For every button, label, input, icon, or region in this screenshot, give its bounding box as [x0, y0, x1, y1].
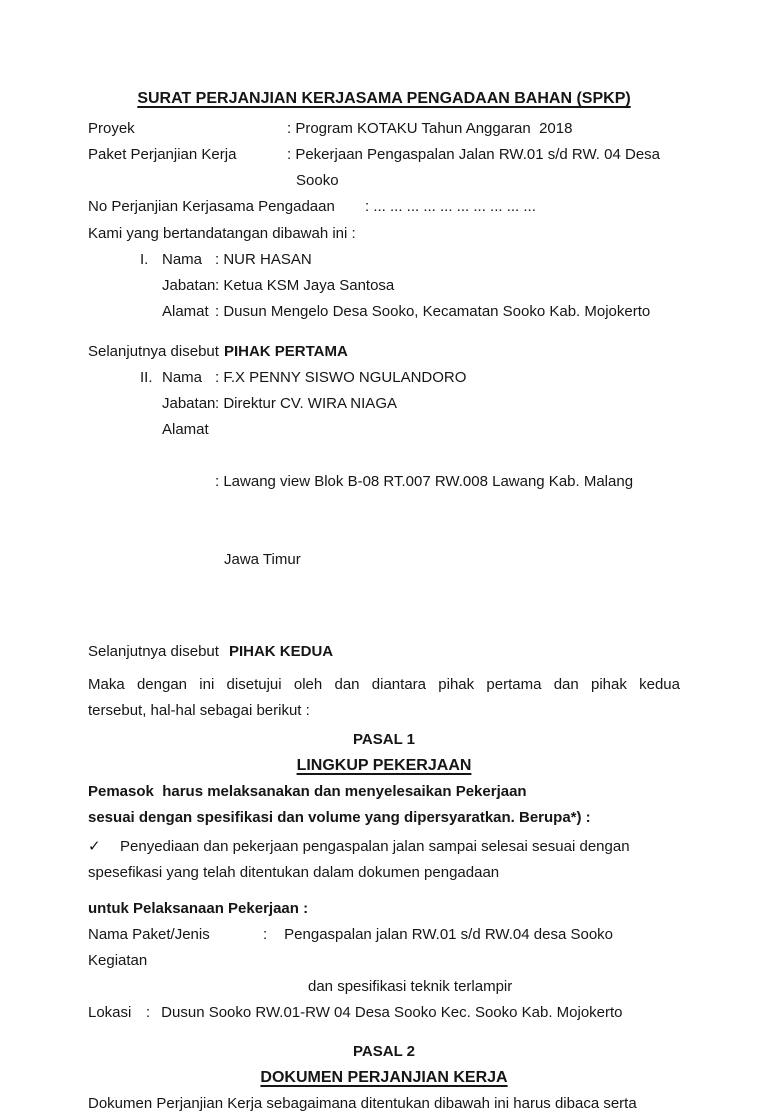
designation-second: [88, 639, 680, 665]
party-second-num-spacer: [140, 391, 162, 417]
paket-kegiatan-value-line1: Pengaspalan jalan RW.01 s/d RW.04 desa Sooko: [284, 926, 613, 943]
designation-first-name: PIHAK PERTAMA: [223, 343, 348, 360]
pasal2-subheading-text: DOKUMEN PERJANJIAN KERJA: [260, 1069, 508, 1086]
lokasi-row: [88, 1000, 680, 1026]
party-second-nama-row: [140, 365, 680, 391]
designation-first-prefix: Selanjutnya disebut: [88, 343, 219, 360]
meta-row-nomor: [88, 194, 680, 220]
designation-first: [88, 339, 680, 365]
party-second-num-spacer: [140, 417, 162, 625]
party-second-numeral: II.: [140, 369, 153, 386]
party-first-nama-row: [140, 247, 680, 273]
party-first-num-spacer: [140, 273, 162, 299]
lokasi-value: Dusun Sooko RW.01-RW 04 Desa Sooko Kec. Sooko Kab. Mojokerto: [161, 1004, 623, 1021]
pelaksanaan-heading: untuk Pelaksanaan Pekerjaan :: [88, 900, 309, 917]
proyek-label: Proyek: [88, 120, 135, 137]
agreement-intro: [88, 672, 680, 724]
document-title: [88, 86, 680, 112]
paket-value: [287, 142, 660, 194]
lokasi-label: Lokasi: [88, 1004, 132, 1021]
party-second-block: [88, 365, 680, 625]
pasal2-subheading: [88, 1065, 680, 1091]
party-second-alamat-line2: Jawa Timur: [224, 551, 301, 568]
nomor-value: : ... ... ... ... ... ... ... ... ... ...: [365, 198, 536, 215]
paket-kegiatan-row: [88, 922, 680, 974]
party-second-jabatan-row: [140, 391, 680, 417]
agreement-intro-line1: Maka dengan ini disetujui oleh dan diantara pihak pertama dan pihak kedua: [88, 676, 680, 693]
party-second-nama-value: : F.X PENNY SISWO NGULANDORO: [215, 369, 467, 386]
lokasi-colon: :: [146, 1004, 151, 1021]
party-first-nama-value: : NUR HASAN: [215, 251, 312, 268]
paket-kegiatan-label: Nama Paket/Jenis Kegiatan: [88, 926, 210, 969]
party-first-jabatan-label: Jabatan: [162, 277, 216, 294]
pasal1-subheading: [88, 753, 680, 779]
party-first-jabatan-value: : Ketua KSM Jaya Santosa: [215, 277, 395, 294]
party-second-alamat-line1: : Lawang view Blok B-08 RT.007 RW.008 Lawang Kab. Malang: [215, 473, 634, 490]
designation-second-name: PIHAK KEDUA: [228, 643, 334, 660]
party-first-jabatan-row: [140, 273, 680, 299]
party-second-alamat-value: [215, 417, 633, 625]
check-icon: ✓: [88, 838, 101, 855]
check-item: [88, 834, 680, 860]
paket-value-line1: : Pekerjaan Pengaspalan Jalan RW.01 s/d RW. 04 Desa: [287, 146, 661, 163]
party-first-alamat-row: [140, 299, 680, 325]
proyek-value: : Program KOTAKU Tahun Anggaran 2018: [287, 120, 573, 137]
party-first-block: [88, 247, 680, 325]
paket-kegiatan-value-line2: dan spesifikasi teknik terlampir: [308, 978, 513, 995]
party-first-num-spacer: [140, 299, 162, 325]
party-second-alamat-row: [140, 417, 680, 625]
party-second-alamat-label: Alamat: [162, 421, 209, 438]
party-first-alamat-value: : Dusun Mengelo Desa Sooko, Kecamatan Sooko Kab. Mojokerto: [215, 303, 651, 320]
opening-line: Kami yang bertandatangan dibawah ini :: [88, 225, 356, 242]
pasal1-bold-line2: sesuai dengan spesifikasi dan volume yang dipersyaratkan. Berupa*) :: [88, 809, 591, 826]
pasal2-body-line1: Dokumen Perjanjian Kerja sebagaimana ditentukan dibawah ini harus dibaca serta: [88, 1095, 637, 1112]
party-first-nama-label: Nama: [162, 251, 203, 268]
meta-row-proyek: [88, 116, 680, 142]
agreement-intro-line2: tersebut, hal-hal sebagai berikut :: [88, 702, 310, 719]
party-first-alamat-label: Alamat: [162, 303, 209, 320]
party-second-jabatan-value: : Direktur CV. WIRA NIAGA: [215, 395, 397, 412]
document-title-text: SURAT PERJANJIAN KERJASAMA PENGADAAN BAHAN (SPKP): [137, 90, 631, 107]
pasal1-bold-line1: Pemasok harus melaksanakan dan menyelesaikan Pekerjaan: [88, 783, 527, 800]
paket-kegiatan-colon: :: [263, 926, 268, 943]
nomor-label: No Perjanjian Kerjasama Pengadaan: [88, 198, 335, 215]
pasal2-heading: PASAL 2: [353, 1043, 415, 1060]
party-second-nama-label: Nama: [162, 369, 203, 386]
paket-label: Paket Perjanjian Kerja: [88, 146, 237, 163]
paket-value-line2: Sooko: [296, 172, 339, 189]
pasal1-subheading-text: LINGKUP PEKERJAAN: [296, 757, 472, 774]
party-first-numeral: I.: [140, 251, 149, 268]
party-second-jabatan-label: Jabatan: [162, 395, 216, 412]
meta-row-paket: [88, 142, 680, 194]
check-item-line2: spesefikasi yang telah ditentukan dalam dokumen pengadaan: [88, 864, 500, 881]
pasal1-heading: PASAL 1: [353, 731, 415, 748]
designation-second-prefix: Selanjutnya disebut: [88, 643, 219, 660]
check-item-line1: Penyediaan dan pekerjaan pengaspalan jalan sampai selesai sesuai dengan: [120, 838, 630, 855]
